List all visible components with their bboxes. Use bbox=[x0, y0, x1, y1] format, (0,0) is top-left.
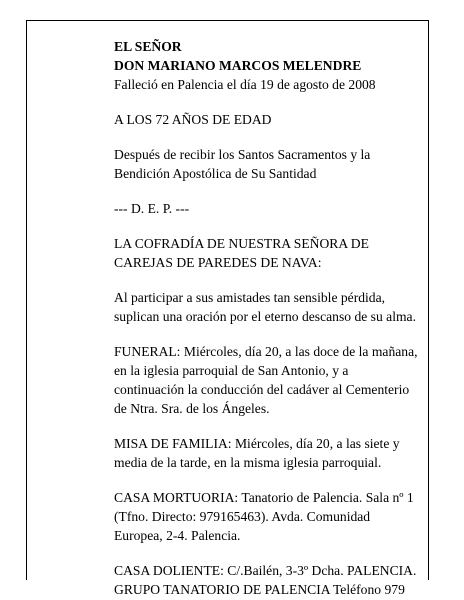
funeral-line-4: de Ntra. Sra. de los Ángeles. bbox=[114, 401, 270, 416]
cofradia-line-2: CAREJAS DE PAREDES DE NAVA: bbox=[114, 255, 322, 270]
funeral-line-2: en la iglesia parroquial de San Antonio, y a bbox=[114, 363, 349, 378]
message-line-1: Al participar a sus amistades tan sensible pérdida, bbox=[114, 290, 386, 305]
title-line: EL SEÑOR bbox=[114, 39, 182, 54]
message-line-2: suplican una oración por el eterno descanso de su alma. bbox=[114, 309, 416, 324]
deceased-name: DON MARIANO MARCOS MELENDRE bbox=[114, 58, 362, 73]
border-left bbox=[26, 20, 27, 580]
sacraments-line-1: Después de recibir los Santos Sacramentos y la bbox=[114, 147, 371, 162]
mortuoria-block bbox=[114, 488, 426, 545]
misa-line-2: media de la tarde, en la misma iglesia parroquial. bbox=[114, 455, 382, 470]
misa-block bbox=[114, 434, 426, 472]
funeral-block bbox=[114, 342, 426, 418]
header-block bbox=[114, 37, 426, 94]
cofradia-block bbox=[114, 234, 426, 272]
misa-line-1: MISA DE FAMILIA: Miércoles, día 20, a las siete y bbox=[114, 436, 400, 451]
sacraments-block bbox=[114, 145, 426, 183]
funeral-line-3: continuación la conducción del cadáver al Cementerio bbox=[114, 382, 410, 397]
doliente-line-1: CASA DOLIENTE: C/.Bailén, 3-3º Dcha. PALENCIA. bbox=[114, 563, 417, 578]
age-block bbox=[114, 110, 426, 129]
rip-line: --- D. E. P. --- bbox=[114, 201, 190, 216]
mortuoria-line-2: (Tfno. Directo: 979165463). Avda. Comunidad bbox=[114, 509, 371, 524]
doliente-line-2: GRUPO TANATORIO DE PALENCIA Teléfono 979 bbox=[114, 582, 405, 597]
doliente-block bbox=[114, 561, 426, 599]
mortuoria-line-1: CASA MORTUORIA: Tanatorio de Palencia. Sala nº 1 bbox=[114, 490, 414, 505]
mortuoria-line-3: Europea, 2-4. Palencia. bbox=[114, 528, 241, 543]
message-block bbox=[114, 288, 426, 326]
funeral-line-1: FUNERAL: Miércoles, día 20, a las doce de la mañana, bbox=[114, 344, 418, 359]
age-line: A LOS 72 AÑOS DE EDAD bbox=[114, 112, 272, 127]
cofradia-line-1: LA COFRADÍA DE NUESTRA SEÑORA DE bbox=[114, 236, 369, 251]
death-date-line: Falleció en Palencia el día 19 de agosto de 2008 bbox=[114, 77, 376, 92]
border-right bbox=[428, 20, 429, 580]
sacraments-line-2: Bendición Apostólica de Su Santidad bbox=[114, 166, 317, 181]
border-top bbox=[26, 20, 429, 21]
notice-content bbox=[114, 37, 426, 599]
rip-block bbox=[114, 199, 426, 218]
